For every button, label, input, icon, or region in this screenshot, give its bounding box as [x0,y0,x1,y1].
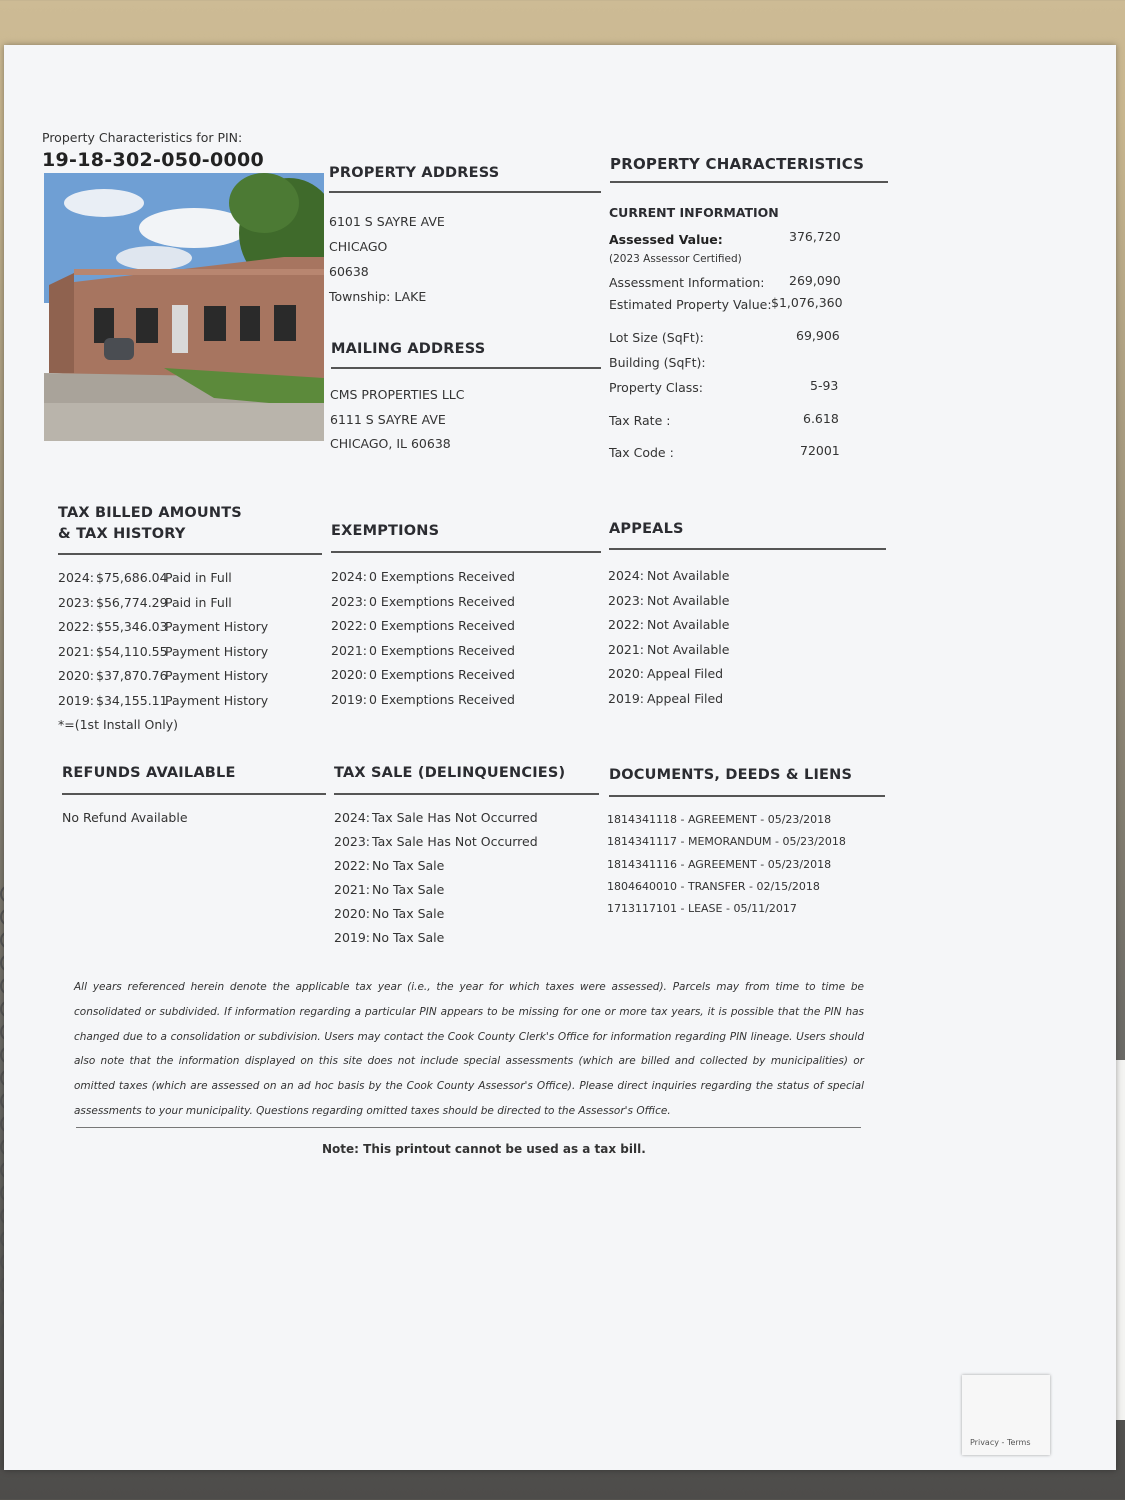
estimated-value: $1,076,360 [771,295,843,310]
appeal-row: 2024: Not Available [608,568,730,583]
mailing-line: 6111 S SAYRE AVE [330,411,446,427]
documents-heading: DOCUMENTS, DEEDS & LIENS [609,767,853,783]
lot-size-label: Lot Size (SqFt): [609,330,704,345]
appeals-heading: APPEALS [609,521,684,537]
tax-billed-row: 2024: $75,686.04Paid in Full [58,570,232,585]
payment-status-link[interactable]: Paid in Full [165,594,232,610]
divider [609,795,885,797]
township-line: Township: LAKE [329,289,427,304]
tax-rate-label: Tax Rate : [609,413,671,428]
tax-sale-row: 2024: Tax Sale Has Not Occurred [334,810,538,825]
appeal-row: 2022: Not Available [608,617,730,632]
mailing-line: CMS PROPERTIES LLC [330,387,465,402]
document-link[interactable]: 1713117101 - LEASE - 05/11/2017 [607,902,797,916]
privacy-terms-link[interactable]: Privacy - Terms [970,1438,1031,1447]
pin-number: 19-18-302-050-0000 [42,149,265,171]
refunds-heading: REFUNDS AVAILABLE [62,765,236,781]
tax-sale-row: 2020: No Tax Sale [334,906,445,921]
characteristics-heading: PROPERTY CHARACTERISTICS [610,155,865,173]
printed-sheet [4,45,1116,1470]
tax-billed-footnote: *=(1st Install Only) [58,717,179,732]
divider [609,548,886,550]
exemption-row: 2023: 0 Exemptions Received [331,593,515,609]
property-class-value: 5-93 [810,378,839,393]
assessed-note: (2023 Assessor Certified) [609,253,742,265]
documents-list [607,809,846,920]
appeal-row: 2020: Appeal Filed [608,666,724,681]
estimated-value-label: Estimated Property Value: [609,297,772,312]
assessed-value-label: Assessed Value: [609,232,723,247]
divider [334,793,599,795]
mailing-address-heading: MAILING ADDRESS [331,341,486,357]
property-class-label: Property Class: [609,380,703,395]
tax-billed-row: 2019: $34,155.11Payment History [58,692,269,708]
property-address-lines [329,209,445,309]
tax-sale-row: 2021: No Tax Sale [334,882,445,897]
tax-billed-row: 2021: $54,110.55Payment History [58,643,269,659]
mailing-line: CHICAGO, IL 60638 [330,436,451,451]
assessment-info-value: 269,090 [789,273,841,288]
payment-status-link[interactable]: Paid in Full [165,570,232,585]
tax-sale-heading: TAX SALE (DELINQUENCIES) [334,765,566,781]
tax-bill-note: Note: This printout cannot be used as a tax bill. [322,1142,646,1156]
property-address-heading: PROPERTY ADDRESS [329,165,500,181]
exemption-row: 2021: 0 Exemptions Received [331,642,515,658]
recaptcha-badge [962,1375,1050,1455]
divider [331,367,601,369]
document-link[interactable]: 1814341117 - MEMORANDUM - 05/23/2018 [607,835,846,849]
tax-billed-heading [58,503,242,545]
appeal-row: 2023: Not Available [608,592,730,608]
exemptions-heading: EXEMPTIONS [331,523,440,539]
lot-size-value: 69,906 [796,328,840,343]
document-link[interactable]: 1814341118 - AGREEMENT - 05/23/2018 [607,813,832,826]
tax-billed-heading-line: TAX BILLED AMOUNTS [58,505,242,521]
divider [610,181,888,183]
payment-history-link[interactable]: Payment History [165,668,269,683]
payment-history-link[interactable]: Payment History [165,643,269,659]
divider [329,191,601,193]
tax-sale-list [334,806,538,950]
tax-billed-row: 2022: $55,346.03Payment History [58,619,269,634]
address-line: 6101 S SAYRE AVE [329,214,445,229]
address-line: CHICAGO [329,239,388,254]
tax-billed-list [58,566,268,738]
address-line: 60638 [329,264,369,279]
current-info-subheading: CURRENT INFORMATION [609,205,779,220]
exemptions-list [331,565,515,712]
divider [58,553,322,555]
appeal-row: 2019: Appeal Filed [608,690,724,706]
appeals-list [608,564,729,711]
document-link[interactable]: 1804640010 - TRANSFER - 02/15/2018 [607,879,820,893]
tax-sale-row: 2022: No Tax Sale [334,858,445,873]
tax-rate-value: 6.618 [803,411,839,426]
document-link[interactable]: 1814341116 - AGREEMENT - 05/23/2018 [607,857,832,871]
exemption-row: 2022: 0 Exemptions Received [331,618,515,633]
appeal-row: 2021: Not Available [608,641,730,657]
property-photo [44,173,324,441]
assessed-value: 376,720 [789,229,841,244]
pin-label: Property Characteristics for PIN: [42,130,243,145]
divider [62,793,326,795]
refund-status: No Refund Available [62,810,188,825]
tax-sale-row: 2023: Tax Sale Has Not Occurred [334,834,538,849]
payment-history-link[interactable]: Payment History [165,619,269,634]
divider [331,551,601,553]
tax-billed-row: 2020: $37,870.76Payment History [58,668,269,683]
payment-history-link[interactable]: Payment History [165,692,269,708]
exemption-row: 2020: 0 Exemptions Received [331,667,515,682]
tax-sale-row: 2019: No Tax Sale [334,930,445,945]
building-size-label: Building (SqFt): [609,355,706,370]
exemption-row: 2024: 0 Exemptions Received [331,569,515,584]
tax-billed-heading-line: & TAX HISTORY [58,526,186,542]
tax-code-label: Tax Code : [609,445,674,460]
tax-billed-row: 2023: $56,774.29Paid in Full [58,594,232,610]
exemption-row: 2019: 0 Exemptions Received [331,691,515,707]
disclaimer-text: All years referenced herein denote the applicable tax year (i.e., the year for which taxes were assessed). Parcels may from time to time be consolidated or subdivided. If information regarding a particular PIN appears to be missing for one or more tax years, it is possible that the PIN has changed due to a consolidation or subdivision. Users may contact the Cook County Clerk's Office for information regarding PIN lineage. Users should also note that the information displayed on this site does not include special assessments (which are billed and collected by municipalities) or omitted taxes (which are assessed on an ad hoc basis by the Cook County Assessor's Office). Please direct inquiries regarding the status of special assessments to your municipality. Questions regarding omitted taxes should be directed to the Assessor's Office. [74,981,864,1117]
divider [76,1127,861,1128]
mailing-address-lines [330,383,464,457]
tax-code-value: 72001 [800,443,840,458]
assessment-info-label: Assessment Information: [609,275,765,290]
